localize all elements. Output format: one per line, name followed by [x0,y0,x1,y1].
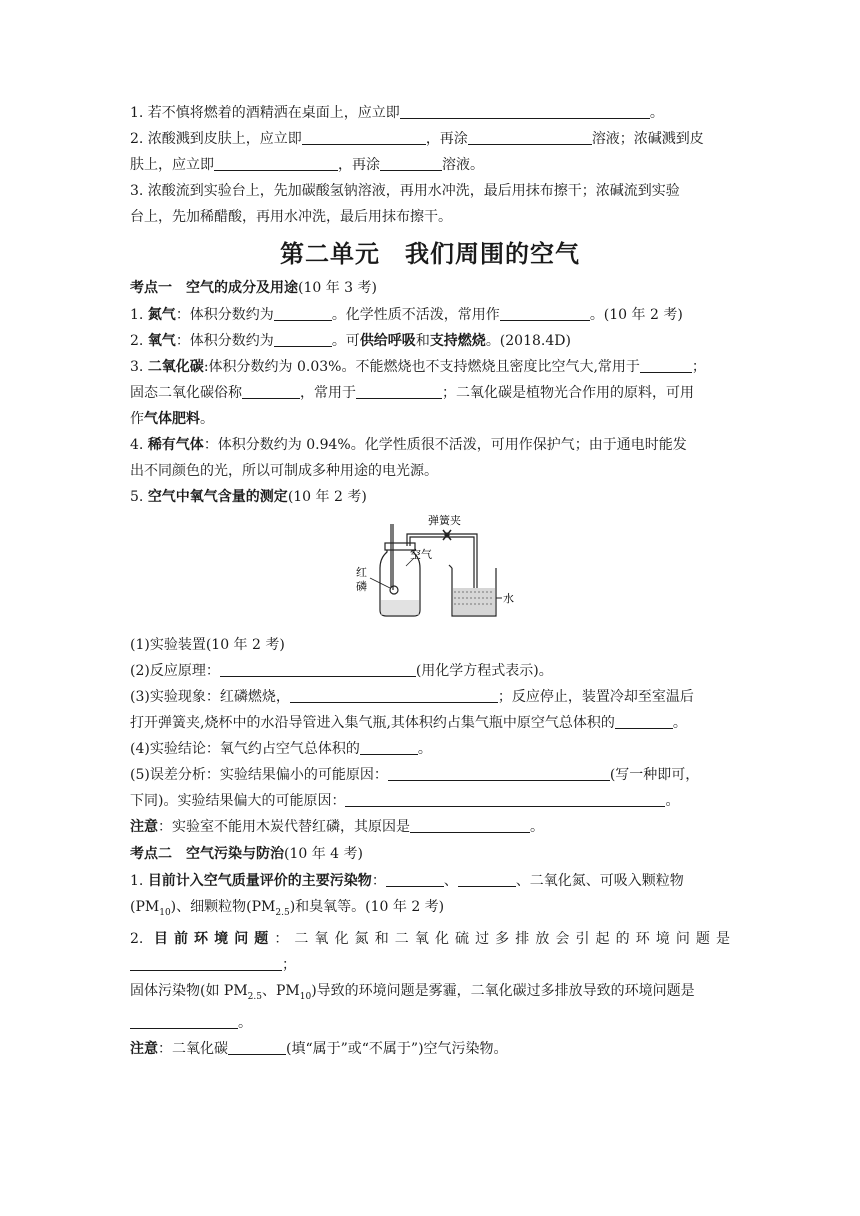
text: ：二氧化氮和二氧化硫过多排放会引起的环境问题是 [274,930,731,947]
text: ； [282,956,296,973]
part-3 [130,684,730,710]
text: ：二氧化碳 [158,1040,228,1057]
spring-clip-pin [445,533,449,537]
answer-blank[interactable] [290,688,498,703]
item-pollutants [130,868,730,894]
section-heading-1 [130,274,730,302]
text: 固态二氧化碳俗称 [130,385,242,401]
heading-text: 考点二 空气污染与防治 [130,846,284,862]
bottle-bottom [381,600,419,615]
red-phosphorus-label-1: 红 [356,566,367,579]
term: 氮气 [147,307,176,323]
text: )和臭氧等。(10 年 2 考) [289,899,445,915]
item-oxygen-measure [130,484,730,510]
item-env-problems-cont-1 [130,952,730,978]
text: 。(2018.4D) [485,333,571,349]
note-label: 注意 [130,819,158,835]
answer-blank[interactable] [410,818,530,833]
text: 5. [130,489,148,505]
item-co2 [130,354,730,380]
term: 稀有气体 [147,437,204,453]
part-1: (1)实验装置(10 年 2 考) [130,637,285,653]
text: 固体污染物(如 PM [130,982,248,999]
text: ：体积分数约为 [175,307,274,323]
text: 、 [443,873,458,889]
item-env-problems-cont-3 [130,1010,730,1036]
apparatus-diagram [350,512,514,624]
item-nitrogen [130,302,730,328]
term: 空气中氧气含量的测定 [147,489,288,505]
text: (4)实验结论：氧气约占空气总体积的 [130,741,360,757]
text: 和 [415,333,430,349]
air-label: 空气 [410,548,432,561]
text: 、二氧化氮、可吸入颗粒物 [515,873,684,889]
text: 。化学性质不活泼，常用作 [331,307,500,323]
answer-blank[interactable] [302,130,426,145]
spring-clip-label: 弹簧夹 [428,514,461,527]
text: ，再涂 [338,157,380,173]
safety-item-3-cont: 台上，先加稀醋酸，再用水冲洗，最后用抹布擦干。 [130,209,452,225]
text: (10 年 2 考) [287,489,367,505]
text: ；反应停止，装置冷却至室温后 [497,689,694,705]
answer-blank[interactable] [214,156,338,171]
text: 下同)。实验结果偏大的可能原因： [130,793,346,809]
term: 支持燃烧 [429,333,486,349]
answer-blank[interactable] [388,766,610,781]
text: 。 [417,741,432,757]
item-rare-gas-cont: 出不同颜色的光，所以可制成多种用途的电光源。 [130,463,438,479]
subscript: 2.5 [275,907,290,918]
term: 目前计入空气质量评价的主要污染物 [147,873,372,889]
text: 2. [130,333,148,349]
text: 1. [130,307,148,323]
answer-blank[interactable] [360,740,418,755]
answer-blank[interactable] [274,306,332,321]
item-oxygen [130,328,730,354]
item-co2-cont-2 [130,406,730,432]
safety-item-2 [130,126,730,152]
item-env-problems-cont-2 [130,978,730,1010]
text: 、PM [262,982,300,999]
text: )导致的环境问题是雾霾，二氧化碳过多排放导致的环境问题是 [311,982,695,999]
text: ：实验室不能用木炭代替红磷，其原因是 [158,819,410,835]
text: 1. 若不慎将燃着的酒精洒在桌面上，应立即 [130,105,400,121]
text: 溶液；浓碱溅到皮 [591,131,704,147]
heading-note: (10 年 4 考) [284,846,363,862]
subscript: 10 [159,907,171,918]
subscript: 2.5 [247,991,262,1002]
text: ，再涂 [425,131,468,147]
term: 二氧化碳 [147,359,204,375]
part-2 [130,658,730,684]
text: (3)实验现象：红磷燃烧， [130,689,290,705]
safety-item-2-cont [130,152,730,178]
text: 1. [130,873,148,889]
red-phosphorus-label-2: 磷 [356,580,367,593]
text: 作 [130,411,144,427]
answer-blank[interactable] [356,384,442,399]
text: ：体积分数约为 [175,333,274,349]
item-co2-cont-1 [130,380,730,406]
answer-blank[interactable] [615,714,673,729]
text: 4. [130,437,148,453]
text: ，常用于 [300,385,356,401]
answer-blank[interactable] [468,130,592,145]
text: 3. [130,359,148,375]
text: 打开弹簧夹,烧杯中的水沿导管进入集气瓶,其体积约占集气瓶中原空气总体积的 [130,715,615,731]
text: 。 [672,715,687,731]
text: 。 [200,411,214,427]
answer-blank[interactable] [380,156,442,171]
text: 溶液。 [442,157,484,173]
text: (填“属于”或“不属于”)空气污染物。 [286,1040,508,1057]
combustion-spoon [390,586,398,594]
part-3-cont [130,710,730,736]
text: (写一种即可， [609,767,700,783]
term: 气体肥料 [144,411,200,427]
note-1 [130,814,730,840]
text: 肤上，应立即 [130,157,214,173]
text: 。 [649,105,664,121]
text: 。 [530,819,544,835]
item-rare-gas [130,432,730,458]
answer-blank[interactable] [130,1014,238,1029]
item-env-problems [130,926,730,952]
text: 。 [238,1014,252,1031]
water-label: 水 [503,592,514,605]
safety-item-3: 3. 浓酸流到实验台上，先加碳酸氢钠溶液，再用水冲洗，最后用抹布擦干；浓碱流到实验 [130,183,680,199]
text: 。 [665,793,680,809]
text: ：体积分数约为 0.94%。化学性质很不活泼，可用作保护气；由于通电时能发 [203,437,687,453]
text: 2. [130,930,154,947]
text: 2. 浓酸溅到皮肤上，应立即 [130,131,302,147]
part-4 [130,736,730,762]
beaker-lip [449,565,452,568]
answer-blank[interactable] [640,358,692,373]
note-label: 注意 [130,1040,158,1057]
answer-blank[interactable] [220,662,416,677]
document-page [130,100,730,1062]
text: (5)误差分析：实验结果偏小的可能原因： [130,767,388,783]
text: :体积分数约为 0.03%。不能燃烧也不支持燃烧且密度比空气大,常用于 [203,359,640,375]
part-5-cont [130,788,730,814]
unit-title: 第二单元 我们周围的空气 [280,240,580,268]
answer-blank[interactable] [345,792,665,807]
answer-blank[interactable] [400,104,650,119]
answer-blank[interactable] [458,872,516,887]
text: (用化学方程式表示)。 [415,663,553,679]
heading-note: (10 年 3 考) [298,280,377,296]
text: ： [371,873,386,889]
safety-item-1 [130,100,730,126]
part-5 [130,762,730,788]
note-2 [130,1036,730,1062]
term: 氧气 [147,333,176,349]
answer-blank[interactable] [242,384,300,399]
section-heading-2 [130,840,730,868]
apparatus-figure [130,512,730,630]
text: (PM [130,899,160,915]
term: 目前环境问题 [153,930,275,947]
text: 。可 [331,333,360,349]
text: (2)反应原理： [130,663,220,679]
heading-text: 考点一 空气的成分及用途 [130,280,298,296]
subscript: 10 [299,991,312,1002]
item-pollutants-cont [130,894,730,926]
text: ； [691,359,706,375]
answer-blank[interactable] [274,332,332,347]
answer-blank[interactable] [500,306,590,321]
text: )、细颗粒物(PM [170,899,276,915]
answer-blank[interactable] [386,872,444,887]
text: 。(10 年 2 考) [589,307,683,323]
answer-blank[interactable] [130,956,282,971]
term: 供给呼吸 [359,333,416,349]
text: ；二氧化碳是植物光合作用的原料，可用 [442,385,694,401]
answer-blank[interactable] [228,1040,286,1055]
